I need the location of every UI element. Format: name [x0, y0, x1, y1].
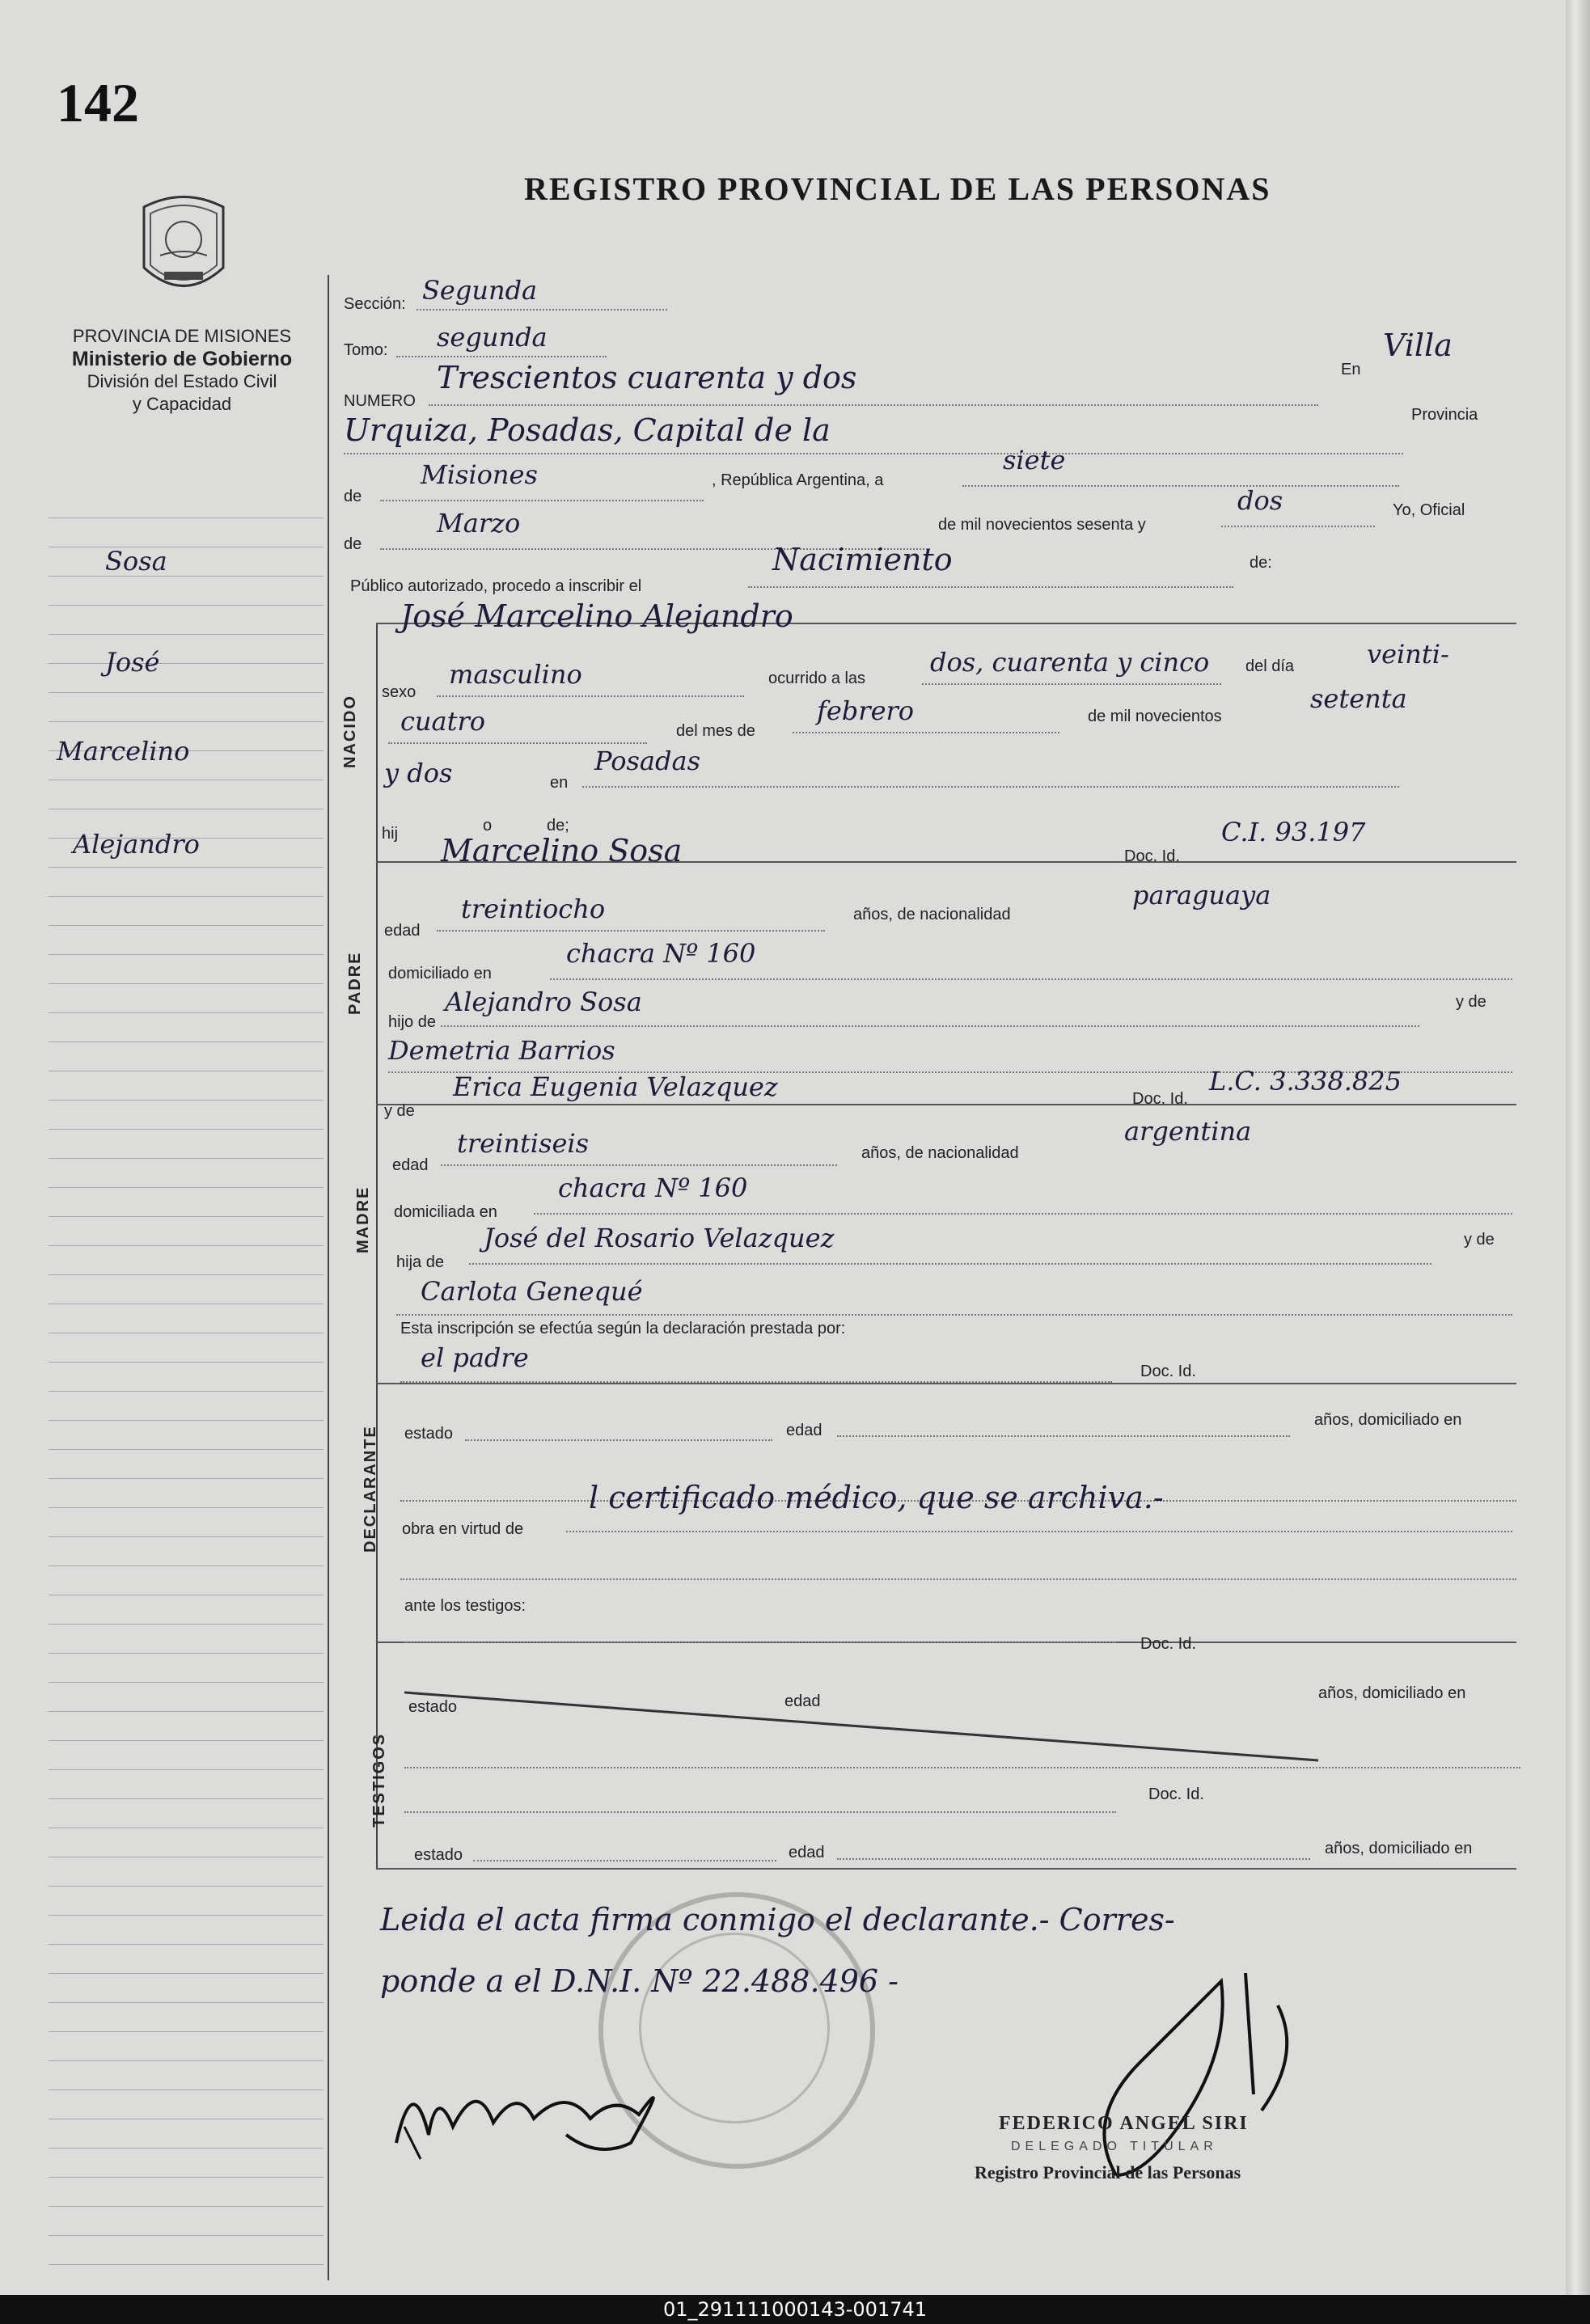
section-testigos: TESTIGOS	[370, 1732, 388, 1828]
margin-rule	[49, 983, 323, 984]
madre-nombre-value: Erica Eugenia Velazquez	[453, 1071, 778, 1102]
de-label-1: de	[344, 488, 362, 505]
provincia-value: Misiones	[421, 459, 538, 490]
act-year-value: dos	[1237, 485, 1283, 516]
section-nacido: NACIDO	[341, 695, 359, 768]
testigos-intro: ante los testigos:	[404, 1597, 526, 1615]
madre-doc-label: Doc. Id.	[1132, 1090, 1188, 1108]
document-title: REGISTRO PROVINCIAL DE LAS PERSONAS	[524, 171, 1271, 207]
abuela-materna-value: Carlota Genequé	[421, 1276, 643, 1307]
margin-rule	[49, 2264, 323, 2265]
margin-rule	[49, 576, 323, 577]
margin-rule	[49, 1624, 323, 1625]
madre-hija-label: hija de	[396, 1253, 444, 1271]
year-label: de mil novecientos sesenta y	[938, 516, 1146, 534]
declarante-edad-label: edad	[786, 1422, 822, 1439]
nacido-doc-value: C.I. 93.197	[1221, 817, 1366, 847]
madre-domicilio-value: chacra Nº 160	[558, 1173, 748, 1203]
margin-rule	[49, 692, 323, 693]
padre-domicilio-value: chacra Nº 160	[566, 938, 756, 969]
provincial-seal-icon	[136, 191, 231, 304]
republica-label: , República Argentina, a	[712, 471, 884, 489]
scan-id-footer: 01_291111000143-001741	[0, 2295, 1590, 2324]
margin-surname: Sosa	[105, 546, 167, 577]
madre-nac-label: años, de nacionalidad	[861, 1144, 1019, 1162]
margin-rule	[49, 954, 323, 955]
padre-y-de-label: y de	[1456, 993, 1486, 1011]
del-dia-label: del día	[1245, 657, 1295, 675]
seccion-value: Segunda	[422, 275, 538, 306]
declarante-nombre-value: el padre	[421, 1342, 529, 1373]
division-subname: y Capacidad	[132, 394, 232, 414]
margin-rule	[49, 2148, 323, 2149]
margin-divider	[328, 275, 329, 2280]
testigo1-estado-label: estado	[408, 1698, 458, 1716]
numero-value: Trescientos cuarenta y dos	[437, 360, 857, 395]
margin-first-name: José	[105, 647, 160, 678]
margin-rule	[49, 1362, 323, 1363]
sexo-value: masculino	[449, 659, 582, 690]
margin-rule	[49, 605, 323, 606]
margin-rule	[49, 1653, 323, 1654]
section-padre: PADRE	[346, 951, 364, 1015]
margin-rule	[49, 2235, 323, 2236]
padre-dom-label: domiciliado en	[388, 965, 492, 982]
padre-edad-label: edad	[384, 922, 421, 940]
birth-place-value: Posadas	[594, 746, 700, 776]
margin-rule	[49, 1012, 323, 1013]
province-name: PROVINCIA DE MISIONES	[72, 326, 292, 346]
officer-org: Registro Provincial de las Personas	[975, 2162, 1241, 2182]
margin-rule	[49, 663, 323, 664]
margin-rule	[49, 1158, 323, 1159]
child-name: José Marcelino Alejandro	[400, 598, 793, 634]
margin-rule	[49, 1886, 323, 1887]
margin-rule	[49, 634, 323, 635]
declarante-estado-label: estado	[404, 1425, 454, 1443]
ministry-name: Ministerio de Gobierno	[71, 348, 293, 370]
madre-y-de2-label: y de	[1464, 1231, 1495, 1249]
margin-third-name: Alejandro	[73, 829, 200, 860]
hij-label: hij	[382, 825, 399, 843]
birth-month-value: febrero	[817, 695, 915, 726]
tomo-value: segunda	[437, 322, 548, 353]
binding-edge	[1566, 0, 1590, 2295]
progenitor-value: Marcelino Sosa	[441, 833, 683, 868]
sexo-label: sexo	[382, 683, 417, 701]
margin-rule	[49, 1536, 323, 1537]
declarant-signature-icon	[388, 2038, 744, 2167]
en-label: En	[1341, 361, 1361, 378]
issuing-authority	[49, 325, 315, 416]
officer-role: DELEGADO TITULAR	[1011, 2140, 1218, 2153]
mes-label: del mes de	[676, 722, 755, 740]
margin-rule	[49, 1944, 323, 1945]
margin-rule	[49, 1216, 323, 1217]
numero-label: NUMERO	[344, 392, 416, 410]
margin-rule	[49, 2031, 323, 2032]
margin-rule	[49, 867, 323, 868]
margin-rule	[49, 1129, 323, 1130]
section-frame-left	[376, 623, 378, 1868]
section-madre: MADRE	[354, 1185, 372, 1253]
testigo1-edad-label: edad	[784, 1692, 821, 1710]
birth-year-cont: y dos	[384, 758, 453, 788]
margin-rule	[49, 1245, 323, 1246]
margin-rule	[49, 2089, 323, 2090]
seccion-label: Sección:	[344, 295, 406, 313]
division-name: División del Estado Civil	[87, 371, 277, 391]
birth-time-value: dos, cuarenta y cinco	[930, 647, 1210, 678]
tomo-label: Tomo:	[344, 341, 388, 359]
madre-edad-label: edad	[392, 1156, 429, 1174]
declarante-intro: Esta inscripción se efectúa según la declaración prestada por:	[400, 1320, 846, 1337]
en-lugar-label: en	[550, 774, 569, 792]
margin-rule	[49, 1740, 323, 1741]
margin-rule	[49, 1274, 323, 1275]
madre-nacionalidad-value: argentina	[1124, 1116, 1252, 1147]
act-month-value: Marzo	[437, 508, 521, 539]
margin-rule	[49, 2177, 323, 2178]
margin-rule	[49, 896, 323, 897]
margin-rule	[49, 1915, 323, 1916]
oficial-label: Yo, Oficial	[1393, 501, 1465, 519]
padre-nacionalidad-value: paraguaya	[1132, 880, 1271, 911]
de-hij-label: de;	[547, 817, 569, 835]
madre-edad-value: treintiseis	[457, 1128, 590, 1159]
margin-rule	[49, 721, 323, 722]
de-label-2: de	[344, 535, 362, 553]
closing-line-2: ponde a el D.N.I. Nº 22.488.496 -	[380, 1963, 899, 1999]
abuelo-materno-value: José del Rosario Velazquez	[484, 1223, 835, 1253]
ocurrido-label: ocurrido a las	[768, 670, 866, 687]
declarante-doc-label: Doc. Id.	[1140, 1363, 1196, 1380]
place-value: Urquiza, Posadas, Capital de la	[344, 412, 831, 448]
margin-rule	[49, 2206, 323, 2207]
birth-day-cont: cuatro	[400, 706, 486, 737]
obra-label: obra en virtud de	[402, 1520, 524, 1538]
abuela-paterna-value: Demetria Barrios	[388, 1035, 615, 1066]
de-label-3: de:	[1250, 554, 1272, 572]
en-value: Villa	[1383, 327, 1453, 363]
margin-rule	[49, 2060, 323, 2061]
obra-value: l certificado médico, que se archiva.-	[589, 1480, 1164, 1515]
closing-line-1: Leida el acta firma conmigo el declarante.- Corres-	[380, 1902, 1175, 1937]
testigo2-estado-label: estado	[414, 1846, 463, 1864]
birth-day-value: veinti-	[1367, 639, 1449, 670]
testigo2-anios-label: años, domiciliado en	[1325, 1840, 1473, 1857]
margin-rule	[49, 1391, 323, 1392]
act-day-value: siete	[1003, 445, 1066, 475]
provincia-label: Provincia	[1411, 406, 1478, 424]
margin-rule	[49, 1420, 323, 1421]
margin-rule	[49, 1711, 323, 1712]
declarante-anios-label: años, domiciliado en	[1314, 1411, 1462, 1429]
madre-y-de-label: y de	[384, 1102, 415, 1120]
publico-label: Público autorizado, procedo a inscribir el	[350, 577, 642, 595]
nacido-doc-label: Doc. Id.	[1124, 847, 1180, 865]
section-declarante: DECLARANTE	[362, 1425, 379, 1553]
margin-rule	[49, 1973, 323, 1974]
margin-second-name: Marcelino	[57, 736, 190, 767]
margin-rule	[49, 1507, 323, 1508]
margin-rule	[49, 925, 323, 926]
margin-rule	[49, 2002, 323, 2003]
abuelo-paterno-value: Alejandro Sosa	[445, 987, 642, 1017]
testigo1-anios-label: años, domiciliado en	[1318, 1684, 1466, 1702]
margin-rule	[49, 1449, 323, 1450]
hij-suffix: o	[483, 817, 493, 835]
padre-hijo-label: hijo de	[388, 1013, 436, 1031]
madre-dom-label: domiciliada en	[394, 1203, 497, 1221]
crossed-out-line	[404, 1686, 1326, 1767]
padre-edad-value: treintiocho	[461, 894, 606, 924]
padre-nac-label: años, de nacionalidad	[853, 906, 1011, 923]
testigo2-edad-label: edad	[789, 1844, 825, 1861]
margin-rule	[49, 1682, 323, 1683]
officer-name: FEDERICO ANGEL SIRI	[999, 2113, 1249, 2134]
margin-rule	[49, 1769, 323, 1770]
margin-rule	[49, 1100, 323, 1101]
margin-rule	[49, 1187, 323, 1188]
page-number: 142	[57, 72, 139, 133]
margin-rule	[49, 1478, 323, 1479]
madre-doc-value: L.C. 3.338.825	[1209, 1066, 1402, 1097]
testigo2-doc-label: Doc. Id.	[1148, 1785, 1204, 1803]
margin-rule	[49, 1798, 323, 1799]
mil-label: de mil novecientos	[1088, 708, 1222, 725]
testigo1-doc-label: Doc. Id.	[1140, 1635, 1196, 1653]
birth-year-value: setenta	[1310, 683, 1407, 714]
acto-value: Nacimiento	[772, 542, 953, 577]
